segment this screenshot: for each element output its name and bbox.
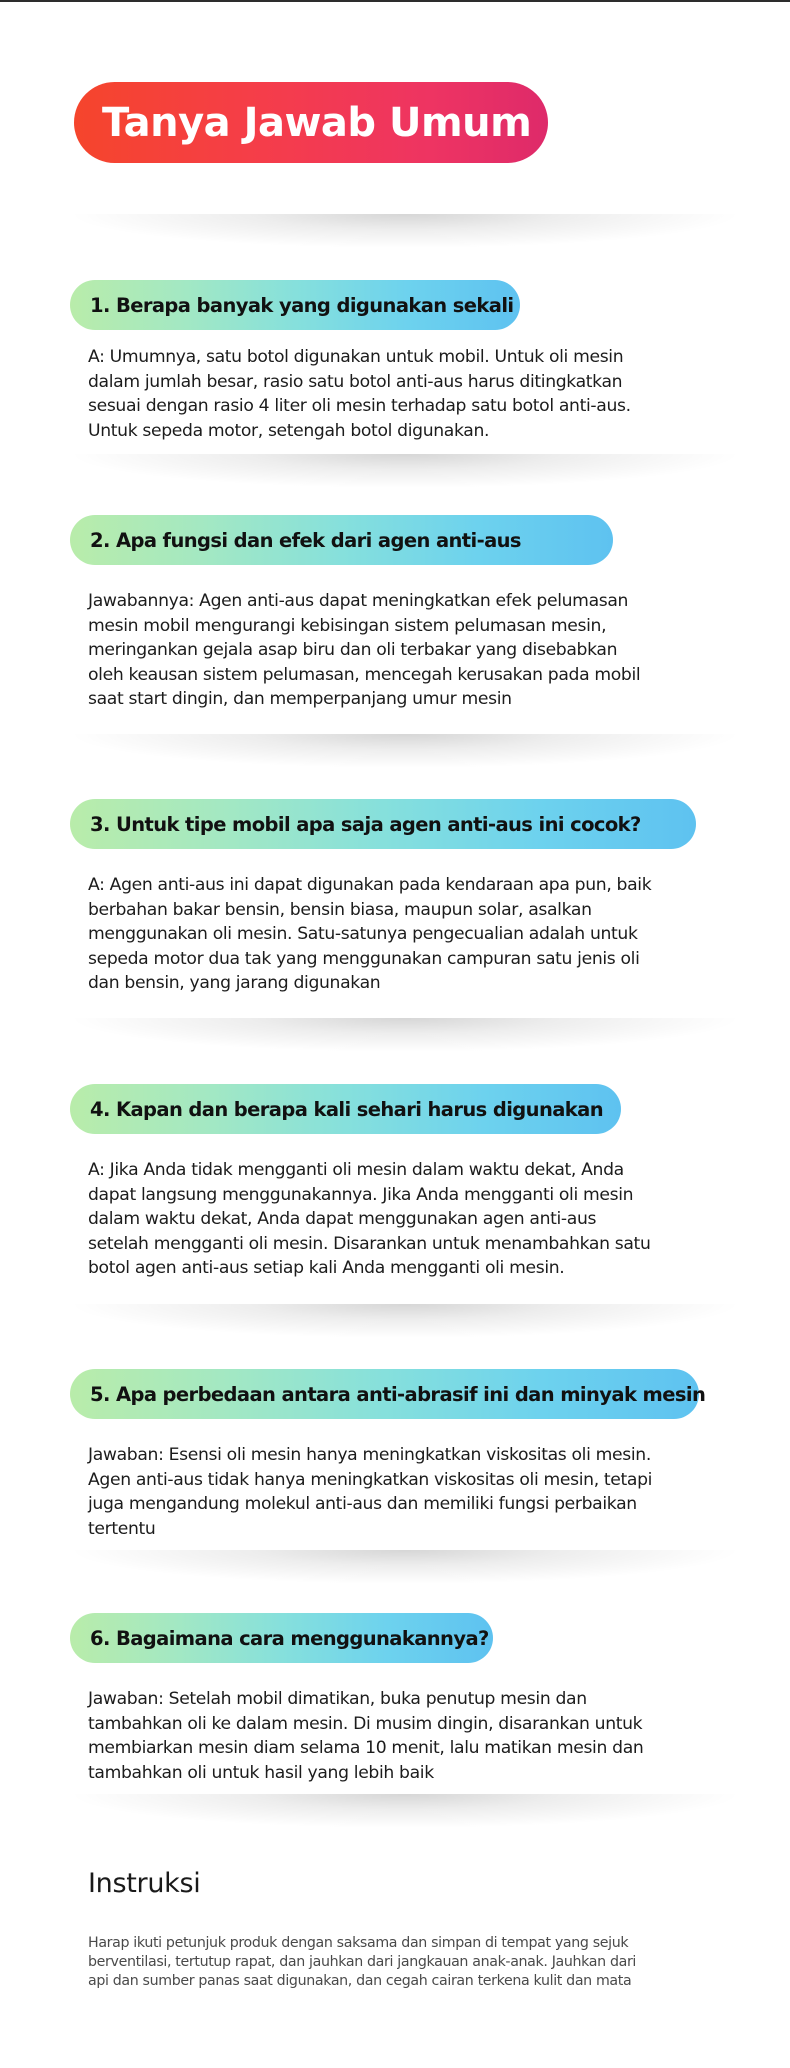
faq-question-6 [70, 1613, 493, 1663]
faq-question-3 [70, 799, 696, 849]
answer-line: mesin mobil mengurangi kebisingan sistem pelumasan mesin, [88, 615, 607, 636]
answer-line: tambahkan oli untuk hasil yang lebih baik [88, 1762, 434, 1783]
answer-line: dapat langsung menggunakannya. Jika Anda mengganti oli mesin [88, 1184, 634, 1205]
answer-line: Agen anti-aus tidak hanya meningkatkan viskositas oli mesin, tetapi [88, 1469, 653, 1490]
answer-line: dalam waktu dekat, Anda dapat menggunakan agen anti-aus [88, 1209, 597, 1229]
answer-line: tambahkan oli ke dalam mesin. Di musim dingin, disarankan untuk [88, 1713, 643, 1734]
answer-line: oleh keausan sistem pelumasan, mencegah kerusakan pada mobil [88, 664, 641, 685]
answer-line: Jawaban: Esensi oli mesin hanya meningkatkan viskositas oli mesin. [88, 1445, 651, 1465]
answer-line: Untuk sepeda motor, setengah botol digunakan. [88, 420, 490, 441]
faq-answer-3 [88, 873, 738, 996]
section-divider-shadow [70, 1550, 740, 1584]
answer-line: tertentu [88, 1518, 156, 1539]
answer-line: berbahan bakar bensin, bensin biasa, maupun solar, asalkan [88, 899, 592, 920]
faq-question-text: 2. Apa fungsi dan efek dari agen anti-aus [90, 528, 521, 552]
answer-line: A: Jika Anda tidak mengganti oli mesin dalam waktu dekat, Anda [88, 1160, 624, 1180]
answer-line: dan bensin, yang jarang digunakan [88, 973, 381, 993]
faq-answer-2 [88, 589, 738, 712]
section-divider-shadow [70, 1304, 740, 1338]
instructions-line: api dan sumber panas saat digunakan, dan cegah cairan terkena kulit dan mata [88, 1973, 632, 1989]
section-divider-shadow [70, 1794, 740, 1828]
answer-line: Jawabannya: Agen anti-aus dapat meningkatkan efek pelumasan [88, 591, 629, 611]
page-title: Tanya Jawab Umum [102, 99, 532, 146]
faq-question-text: 3. Untuk tipe mobil apa saja agen anti-aus ini cocok? [90, 812, 641, 836]
faq-question-1 [70, 280, 520, 330]
answer-line: Jawaban: Setelah mobil dimatikan, buka penutup mesin dan [88, 1689, 587, 1709]
answer-line: botol agen anti-aus setiap kali Anda mengganti oli mesin. [88, 1258, 565, 1278]
answer-line: A: Umumnya, satu botol digunakan untuk mobil. Untuk oli mesin [88, 347, 624, 367]
faq-question-5 [70, 1369, 706, 1419]
faq-question-text: 4. Kapan dan berapa kali sehari harus digunakan [90, 1097, 603, 1121]
answer-line: A: Agen anti-aus ini dapat digunakan pada kendaraan apa pun, baik [88, 875, 652, 895]
answer-line: membiarkan mesin diam selama 10 menit, lalu matikan mesin dan [88, 1738, 644, 1758]
instructions-text [88, 1934, 738, 1991]
answer-line: saat start dingin, dan memperpanjang umur mesin [88, 689, 512, 709]
faq-question-4 [70, 1084, 621, 1134]
faq-question-text: 6. Bagaimana cara menggunakannya? [90, 1626, 489, 1650]
section-divider-shadow [70, 454, 740, 488]
section-divider-shadow [70, 214, 740, 248]
answer-line: sesuai dengan rasio 4 liter oli mesin terhadap satu botol anti-aus. [88, 396, 631, 416]
answer-line: meringankan gejala asap biru dan oli terbakar yang disebabkan [88, 640, 618, 660]
faq-answer-6 [88, 1687, 738, 1785]
faq-answer-5 [88, 1443, 738, 1541]
answer-line: setelah mengganti oli mesin. Disarankan untuk menambahkan satu [88, 1233, 651, 1254]
page-title-banner [74, 82, 548, 163]
answer-line: juga mengandung molekul anti-aus dan memiliki fungsi perbaikan [88, 1494, 637, 1514]
faq-answer-1 [88, 345, 738, 443]
faq-question-2 [70, 515, 613, 565]
section-divider-shadow [70, 734, 740, 768]
section-divider-shadow [70, 1018, 740, 1052]
faq-answer-4 [88, 1158, 738, 1281]
answer-line: dalam jumlah besar, rasio satu botol anti-aus harus ditingkatkan [88, 371, 623, 392]
instructions-line: berventilasi, tertutup rapat, dan jauhkan dari jangkauan anak-anak. Jauhkan dari [88, 1954, 637, 1970]
instructions-line: Harap ikuti petunjuk produk dengan saksama dan simpan di tempat yang sejuk [88, 1935, 629, 1951]
answer-line: sepeda motor dua tak yang menggunakan campuran satu jenis oli [88, 948, 640, 969]
faq-question-text: 5. Apa perbedaan antara anti-abrasif ini dan minyak mesin [90, 1382, 706, 1406]
faq-question-text: 1. Berapa banyak yang digunakan sekali [90, 293, 514, 317]
answer-line: menggunakan oli mesin. Satu-satunya pengecualian adalah untuk [88, 924, 638, 944]
instructions-heading: Instruksi [88, 1868, 201, 1899]
